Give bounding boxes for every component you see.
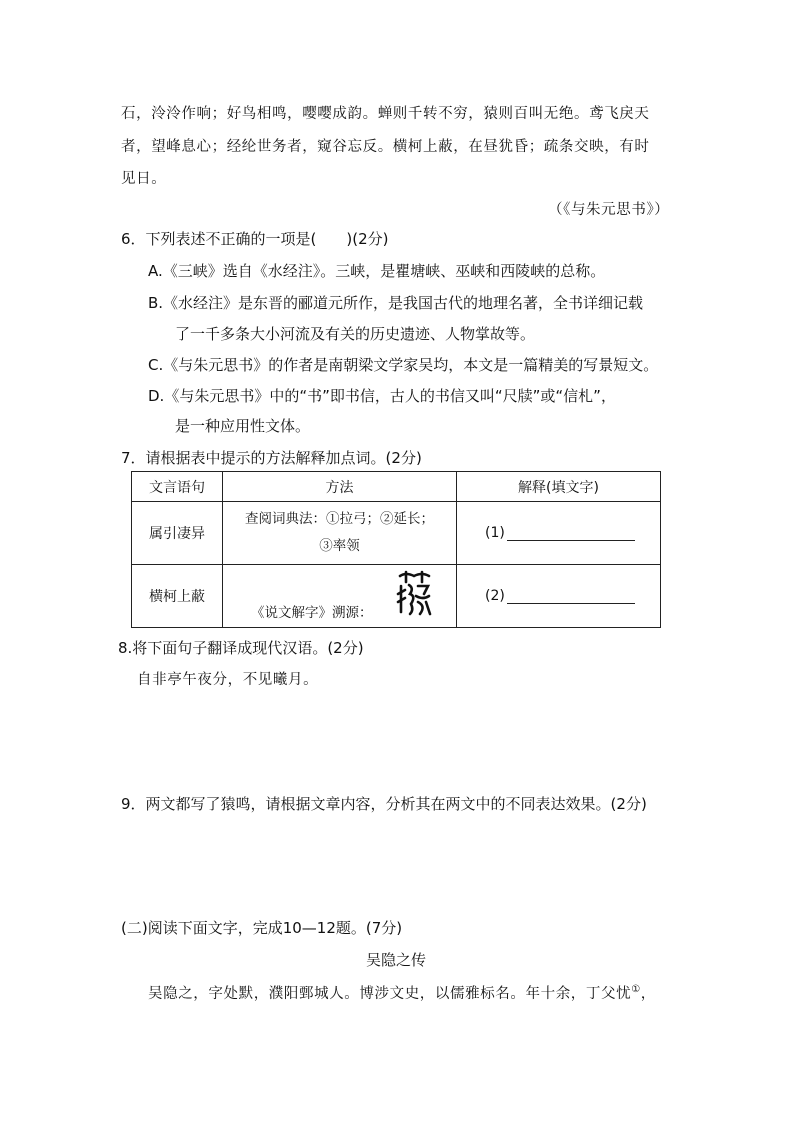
question-6-option-b-line-1: B.《水经注》是东晋的郦道元所作，是我国古代的地理名著，全书详细记载 — [148, 294, 644, 312]
table-row-1-method — [223, 502, 457, 565]
table-row-2-answer-cell — [457, 565, 661, 628]
passage-source: （《与朱元思书》） — [548, 202, 670, 218]
table-row-2-phrase: 横柯上蔽 — [132, 565, 223, 628]
question-6-option-b-line-2: 了一千多条大小河流及有关的历史遗迹、人物掌故等。 — [175, 325, 536, 343]
article-first-line-trail: ， — [640, 986, 656, 1002]
table-row-1-answer-cell — [457, 502, 661, 565]
answer-1-blank[interactable] — [507, 526, 635, 541]
question-6-option-c: C.《与朱元思书》的作者是南朝梁文学家吴均，本文是一篇精美的写景短文。 — [148, 356, 659, 374]
article-title: 吴隐之传 — [366, 951, 427, 969]
question-8-sentence: 自非亭午夜分，不见曦月。 — [137, 672, 319, 688]
article-first-line — [148, 982, 656, 1003]
question-6-option-d-line-1: D.《与朱元思书》中的“书”即书信，古人的书信又叫“尺牍”或“信札”， — [148, 387, 616, 405]
question-6-option-d-line-2: 是一种应用性文体。 — [175, 417, 311, 435]
footnote-mark[interactable]: ① — [631, 984, 641, 996]
section-2-heading: (二)阅读下面文字，完成10—12题。(7分) — [121, 919, 403, 937]
answer-2-blank[interactable] — [507, 589, 635, 604]
answer-2-label: (2) — [485, 588, 505, 604]
table-row-1-method-line-1: 查阅词典法：①拉弓；②延长； — [245, 511, 434, 527]
table-row-1-phrase: 属引凄异 — [132, 502, 223, 565]
passage-line-1: 石，泠泠作响；好鸟相鸣，嘤嘤成韵。蝉则千转不穷，猿则百叫无绝。鸢飞戾天 — [121, 106, 650, 122]
seal-script-glyph-icon — [396, 570, 432, 616]
table-header-phrase: 文言语句 — [132, 472, 223, 502]
article-first-line-text: 吴隐之，字处默，濮阳鄄城人。博涉文史，以儒雅标名。年十余，丁父忧 — [148, 986, 632, 1002]
question-6-stem: 6．下列表述不正确的一项是( )(2分) — [121, 230, 389, 248]
table-header-answer: 解释(填文字) — [457, 472, 661, 502]
question-6-option-a: A.《三峡》选自《水经注》。三峡，是瞿塘峡、巫峡和西陵峡的总称。 — [148, 262, 606, 280]
answer-1-label: (1) — [485, 525, 505, 541]
question-9-stem: 9．两文都写了猿鸣，请根据文章内容，分析其在两文中的不同表达效果。(2分) — [121, 795, 647, 813]
table-row-1-method-line-2: ③率领 — [319, 538, 360, 554]
table-header-method: 方法 — [223, 472, 457, 502]
passage-line-2: 者，望峰息心；经纶世务者，窥谷忘反。横柯上蔽，在昼犹昏；疏条交映，有时 — [121, 139, 650, 155]
passage-line-3: 见日。 — [121, 171, 167, 187]
question-8-stem: 8.将下面句子翻译成现代汉语。(2分) — [118, 639, 364, 657]
table-row-2-method-text: 《说文解字》溯源： — [251, 605, 373, 621]
question-7-stem: 7．请根据表中提示的方法解释加点词。(2分) — [121, 449, 422, 467]
